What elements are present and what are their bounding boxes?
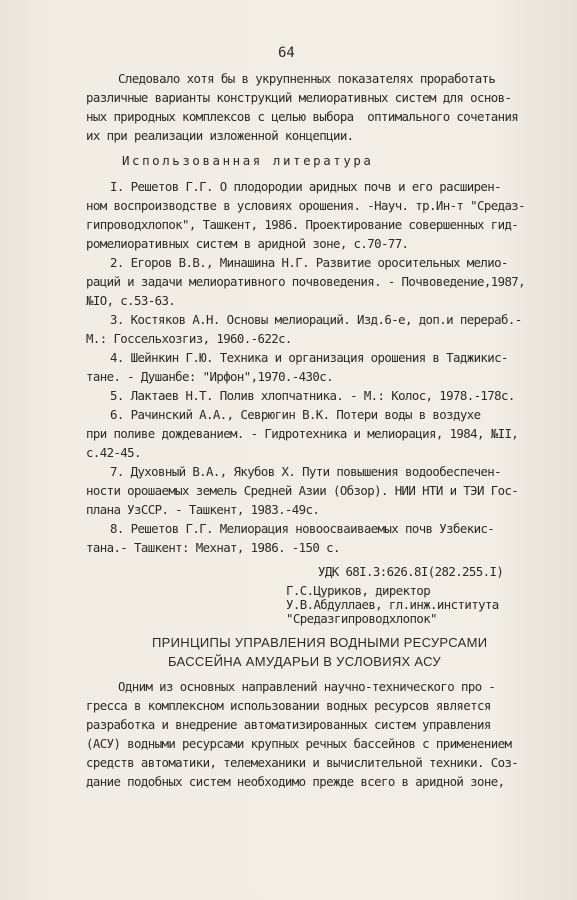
body-line: средств автоматики, телемеханики и вычислительной техники. Соз-: [86, 755, 519, 770]
reference-line: ном воспроизводстве в условиях орошения. -Науч. тр.Ин-т "Средаз-: [86, 198, 526, 213]
page-number: 64: [278, 45, 295, 61]
author-line: Г.С.Цуриков, директор: [286, 583, 431, 598]
intro-line: их при реализации изложенной концепции.: [86, 128, 354, 143]
reference-line: 2. Егоров В.В., Минашина Н.Г. Развитие оросительных мелио-: [110, 255, 508, 270]
reference-line: 7. Духовный В.А., Якубов Х. Пути повышения водообеспечен-: [110, 464, 502, 479]
reference-line: I. Решетов Г.Г. О плодородии аридных почв и его расширен-: [110, 179, 502, 194]
reference-line: раций и задачи мелиоративного почвоведения. - Почвоведение,1987,: [86, 274, 526, 289]
intro-line: различные варианты конструкций мелиоративных систем для основ-: [86, 90, 512, 105]
reference-line: №IO, с.53-63.: [86, 293, 176, 308]
reference-line: при поливе дождеванием. - Гидротехника и мелиорация, 1984, №II,: [86, 426, 519, 441]
reference-line: 8. Решетов Г.Г. Мелиорация новоосваиваемых почв Узбекис-: [110, 521, 495, 536]
body-line: разработка и внедрение автоматизированных систем управления: [86, 717, 491, 732]
reference-line: М.: Госсельхозгиз, 1960.-622с.: [86, 331, 292, 346]
reference-line: ности орошаемых земель Средней Азии (Обзор). НИИ НТИ и ТЭИ Гос-: [86, 483, 519, 498]
reference-line: ромелиоративных систем в аридной зоне, с.70-77.: [86, 236, 409, 251]
reference-line: 5. Лактаев Н.Т. Полив хлопчатника. - М.: Колос, 1978.-178с.: [110, 388, 515, 403]
reference-line: с.42-45.: [86, 445, 141, 460]
reference-line: плана УзССР. - Ташкент, 1983.-49с.: [86, 502, 320, 517]
reference-line: 6. Рачинский А.А., Севрюгин В.К. Потери воды в воздухе: [110, 407, 481, 422]
udk-code: УДК 68I.3:626.8I(282.255.I): [318, 564, 504, 579]
article-title: БАССЕЙНА АМУДАРЬИ В УСЛОВИЯХ АСУ: [168, 654, 441, 669]
reference-line: 4. Шейнкин Г.Ю. Техника и организация орошения в Таджикис-: [110, 350, 508, 365]
body-line: гресса в комплексном использовании водных ресурсов является: [86, 698, 491, 713]
body-line: Одним из основных направлений научно-технического про -: [118, 679, 496, 694]
author-line: "Средазгипроводхлопок": [286, 611, 437, 626]
body-line: дание подобных систем необходимо прежде всего в аридной зоне,: [86, 774, 505, 789]
article-title: ПРИНЦИПЫ УПРАВЛЕНИЯ ВОДНЫМИ РЕСУРСАМИ: [152, 635, 488, 650]
reference-line: тане. - Душанбе: "Ирфон",1970.-430с.: [86, 369, 333, 384]
reference-line: тана.- Ташкент: Мехнат, 1986. -150 с.: [86, 540, 340, 555]
reference-line: 3. Костяков А.Н. Основы мелиораций. Изд.6-е, доп.и перераб.-: [110, 312, 522, 327]
author-line: У.В.Абдуллаев, гл.инж.института: [286, 597, 499, 612]
body-line: (АСУ) водными ресурсами крупных речных бассейнов с применением: [86, 736, 512, 751]
intro-line: Следовало хотя бы в укрупненных показателях проработать: [118, 71, 496, 86]
reference-line: гипроводхлопок", Ташкент, 1986. Проектирование совершенных гид-: [86, 217, 519, 232]
intro-line: ных природных комплексов с целью выбора оптимального сочетания: [86, 109, 519, 124]
references-heading: Использованная литература: [122, 153, 374, 168]
